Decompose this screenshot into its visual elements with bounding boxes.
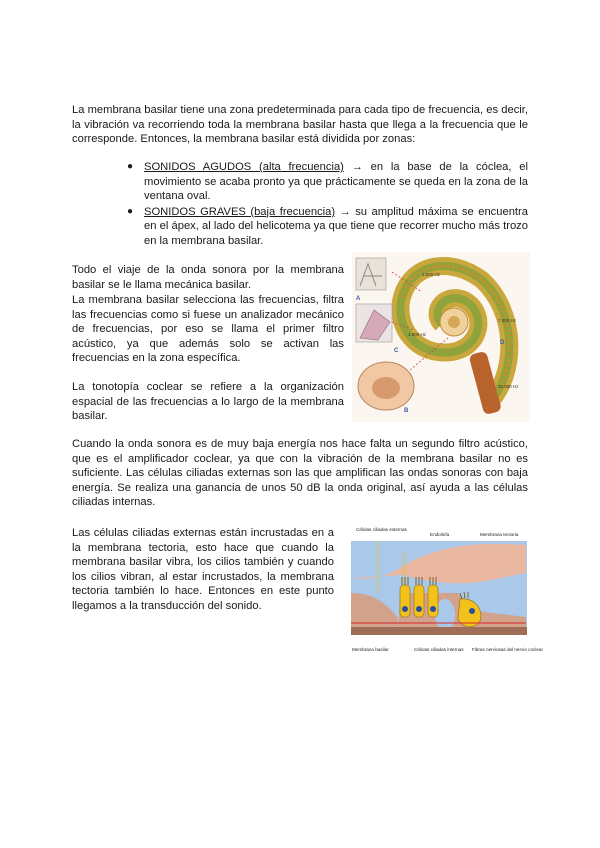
paragraph-tonotopia: La tonotopía coclear se refiere a la organización espacial de las frecuencias a lo largo de la membrana basilar. bbox=[72, 381, 344, 423]
bullet-term: SONIDOS GRAVES (baja frecuencia) bbox=[144, 205, 336, 218]
label-basilar: Membrana basilar bbox=[352, 647, 389, 652]
list-item bbox=[124, 160, 528, 204]
freq-label: 7.000 Hz bbox=[498, 318, 517, 323]
intro-paragraph: La membrana basilar tiene una zona predeterminada para cada tipo de frecuencia, es decir, la vibración va recorriendo toda la membrana basilar hasta que llega a la frecuencia que le corresponde. Entonces, la membrana basilar está dividida por zonas: bbox=[72, 104, 528, 146]
organ-of-corti-illustration bbox=[348, 523, 543, 669]
bullet-term: SONIDOS AGUDOS (alta frecuencia) bbox=[144, 161, 344, 173]
bullet-text: → en la base de la cóclea, el movimiento se acaba pronto ya que prácticamente se queda en la zona de la ventana oval. bbox=[144, 161, 528, 203]
cochlea-figure bbox=[352, 252, 530, 422]
paragraph-amplificador: Cuando la onda sonora es de muy baja energía nos hace falta un segundo filtro acústico, que es el amplificador coclear, ya que con la vibración de la membrana basilar no es suficiente. Las células ciliadas externas son las que amplifican las ondas sonoras con baja energía. Se realiza una ganancia de unos 50 dB la onda original, así ayuda a las células ciliadas internas. bbox=[72, 438, 528, 509]
paragraph-viaje: Todo el viaje de la onda sonora por la membrana basilar se le llama mecánica basilar. bbox=[72, 264, 344, 291]
freq-label: 1.500 Hz bbox=[408, 332, 427, 337]
bullet-icon: ● bbox=[127, 205, 134, 217]
bullet-icon: ● bbox=[127, 161, 134, 172]
label-fibras: Fibras nerviosas del nervio coclear bbox=[472, 647, 543, 652]
cochlea-illustration bbox=[352, 252, 530, 422]
label-cce: Células ciliadas externas bbox=[356, 527, 407, 532]
list-item bbox=[124, 205, 528, 249]
panel-letter: B bbox=[404, 408, 409, 414]
paragraph-selecciona: La membrana basilar selecciona las frecuencias, filtra las frecuencias como si fuese un analizador mecánico de frecuencias, por eso se llama el primer filtro acústico, ya que además solo se activan las frecuencias en la zona específica. bbox=[72, 294, 344, 365]
paragraph-transduccion: Las células ciliadas externas están incrustadas en a la membrana tectoria, esto hace que cuando la membrana basilar vibra, los cilios también y cuando los cilios vibran, al estar incrustados, la membrana tectoria también lo hace. Entonces en este punto llegamos a la transducción del sonido. bbox=[72, 527, 334, 612]
label-endolinfa: Endolinfa bbox=[430, 532, 450, 537]
freq-label: 3.000 Hz bbox=[422, 272, 441, 277]
label-cci: Células ciliadas internas bbox=[414, 647, 464, 652]
panel-letter: C bbox=[394, 348, 399, 354]
label-tectoria: Membrana tectoria bbox=[480, 532, 519, 537]
panel-letter: D bbox=[500, 340, 505, 346]
freq-label: 20.000 Hz bbox=[498, 384, 519, 389]
frequency-zones-list bbox=[124, 160, 528, 250]
bullet-text: → su amplitud máxima se encuentra en el ápex, al lado del helicotema ya que tiene que recorrer mucho más trozo en la membrana basilar. bbox=[144, 205, 528, 247]
organ-of-corti-figure bbox=[348, 523, 543, 669]
panel-letter: A bbox=[356, 296, 361, 302]
